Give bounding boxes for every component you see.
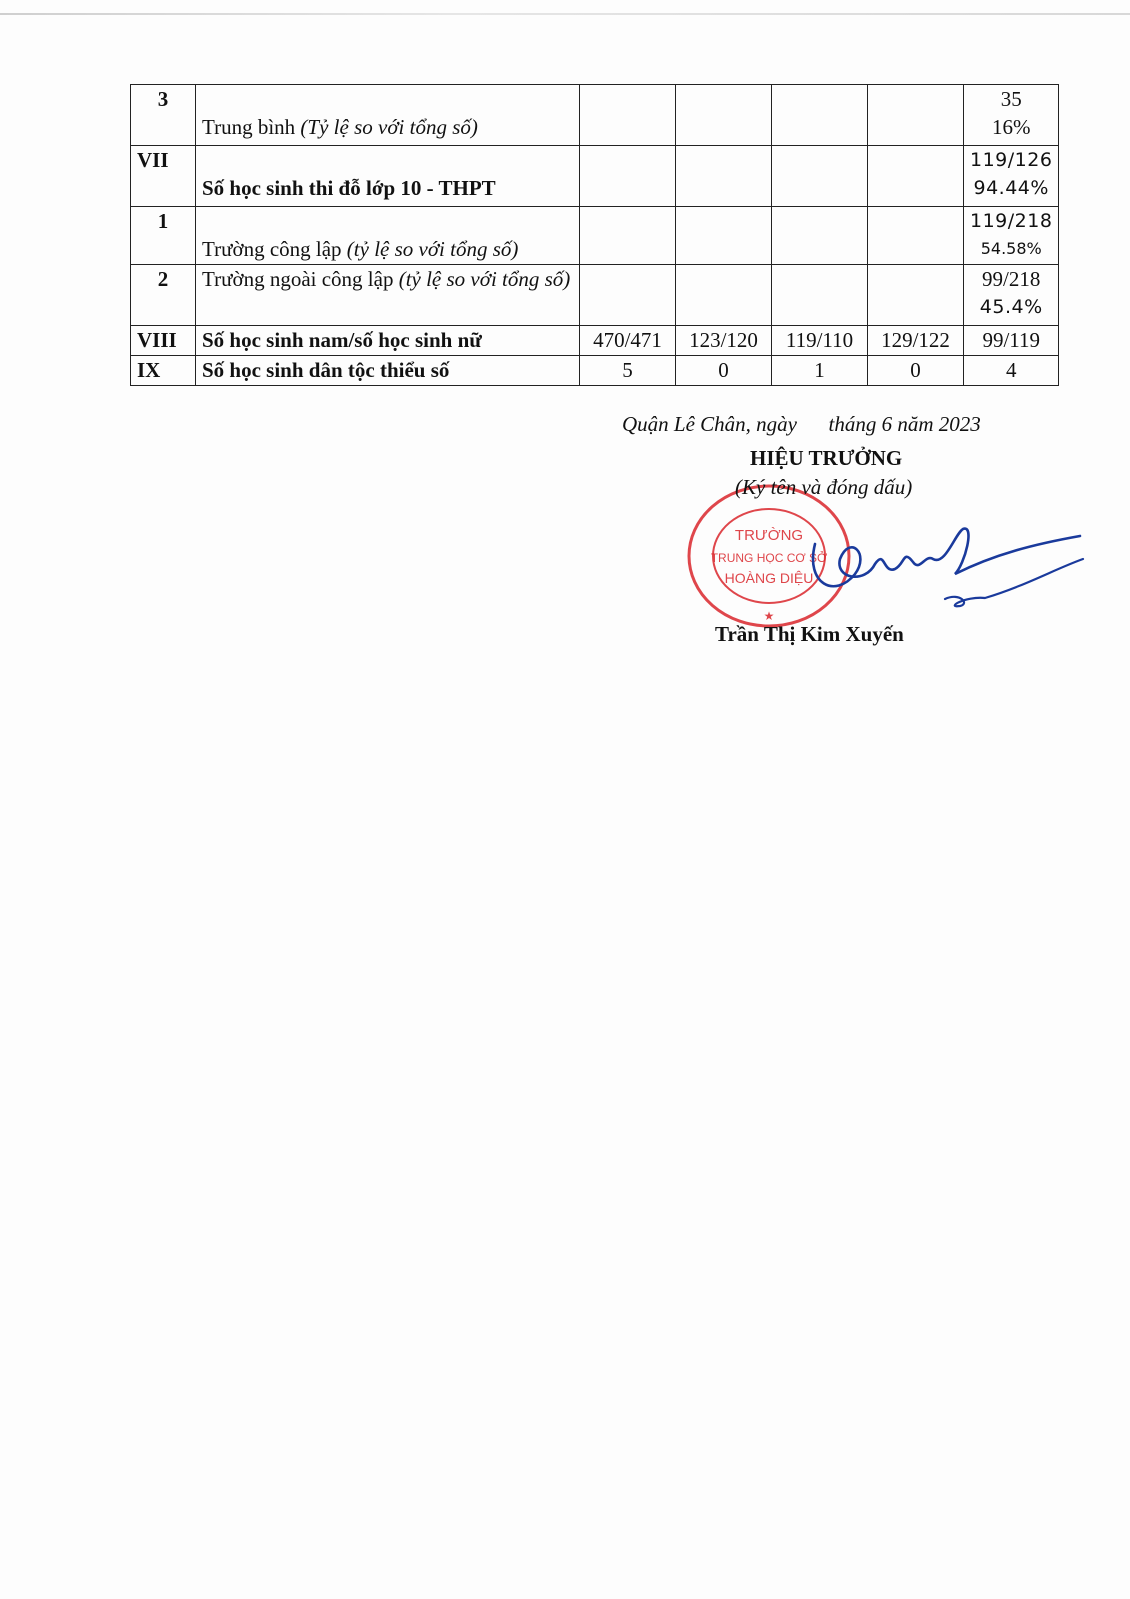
row-description: Số học sinh nam/số học sinh nữ [196, 326, 580, 356]
table-row [131, 207, 1059, 265]
cell [676, 85, 772, 146]
cell [868, 265, 964, 326]
cell [580, 85, 676, 146]
description-note: (Tỷ lệ so với tổng số) [300, 115, 478, 139]
cell: 470/471 [580, 326, 676, 356]
sign-note: (Ký tên và đóng dấu) [735, 475, 913, 499]
total-cell: 4 [964, 356, 1059, 386]
svg-text:★: ★ [763, 609, 775, 623]
svg-text:HOÀNG DIỆU: HOÀNG DIỆU [724, 570, 814, 586]
table-row [131, 265, 1059, 326]
cell [580, 265, 676, 326]
table-row [131, 326, 1059, 356]
handwritten-percent: 45.4% [979, 296, 1043, 318]
signer-name: Trần Thị Kim Xuyến [715, 622, 904, 646]
scan-top-edge [0, 13, 1130, 15]
row-description [196, 207, 580, 265]
description-text: Trường ngoài công lập [202, 267, 399, 291]
row-description: Số học sinh thi đỗ lớp 10 - THPT [196, 146, 580, 207]
cell: 0 [676, 356, 772, 386]
table-row [131, 356, 1059, 386]
place-date: Quận Lê Chân, ngày tháng 6 năm 2023 [622, 412, 981, 436]
statistics-table [130, 84, 1059, 386]
row-number: VII [131, 146, 196, 207]
row-number: 2 [131, 265, 196, 326]
row-number: VIII [131, 326, 196, 356]
total-cell: 99/119 [964, 326, 1059, 356]
handwritten-percent: 94.44% [973, 177, 1049, 199]
total-count: 35 [1000, 87, 1022, 111]
cell [868, 146, 964, 207]
row-number: 3 [131, 85, 196, 146]
handwritten-signature [795, 504, 1085, 614]
total-cell [964, 85, 1059, 146]
row-description [196, 265, 580, 326]
total-percent: 16% [991, 115, 1031, 139]
cell [772, 85, 868, 146]
description-note: (tỷ lệ so với tổng số) [346, 237, 519, 261]
description-text: Trường công lập [202, 237, 347, 261]
row-number: 1 [131, 207, 196, 265]
handwritten-count: 99/218 [982, 267, 1041, 291]
total-cell [964, 146, 1059, 207]
cell: 129/122 [868, 326, 964, 356]
cell: 5 [580, 356, 676, 386]
row-number: IX [131, 356, 196, 386]
cell [580, 207, 676, 265]
svg-text:TRƯỜNG: TRƯỜNG [734, 527, 804, 544]
svg-text:TRUNG HỌC CƠ SỞ: TRUNG HỌC CƠ SỞ [710, 551, 828, 565]
cell [772, 265, 868, 326]
description-note: (tỷ lệ so với tổng số) [398, 267, 571, 291]
cell [676, 265, 772, 326]
cell [676, 207, 772, 265]
total-cell [964, 207, 1059, 265]
total-cell [964, 265, 1059, 326]
principal-title: HIỆU TRƯỞNG [750, 446, 903, 470]
handwritten-count: 119/218 [970, 210, 1053, 232]
cell: 0 [868, 356, 964, 386]
cell [580, 146, 676, 207]
cell: 123/120 [676, 326, 772, 356]
cell [772, 146, 868, 207]
cell [772, 207, 868, 265]
cell [676, 146, 772, 207]
handwritten-percent: 54.58% [980, 239, 1042, 258]
cell: 1 [772, 356, 868, 386]
handwritten-count: 119/126 [970, 149, 1053, 171]
cell: 119/110 [772, 326, 868, 356]
row-description: Số học sinh dân tộc thiểu số [196, 356, 580, 386]
table-row [131, 85, 1059, 146]
row-description [196, 85, 580, 146]
cell [868, 207, 964, 265]
description-text: Trung bình [202, 115, 301, 139]
table-row [131, 146, 1059, 207]
cell [868, 85, 964, 146]
